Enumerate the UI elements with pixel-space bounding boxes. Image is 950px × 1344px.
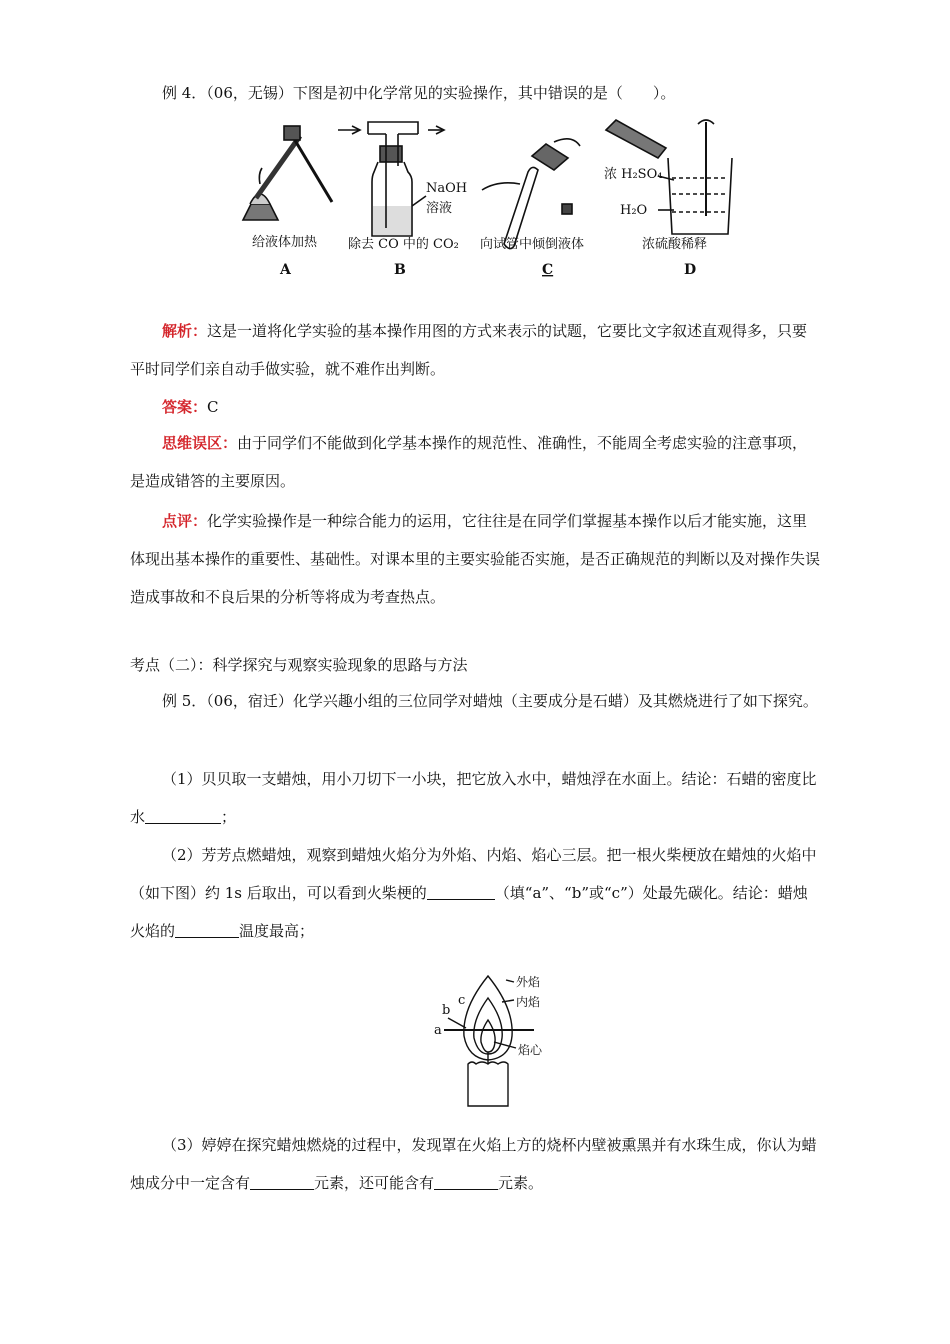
caption-a: 给液体加热 — [252, 235, 318, 250]
analysis-text: 这是一道将化学实验的基本操作用图的方式来表示的试题，它要比文字叙述直观得多，只要平时同学们亲自动手做实验，就不难作出判断。 — [130, 322, 808, 378]
analysis-label: 解析： — [162, 322, 208, 340]
answer-text: C — [207, 398, 219, 416]
section-2-heading: 考点（二）：科学探究与观察实验现象的思路与方法 — [130, 656, 468, 674]
label-a: a — [434, 1023, 442, 1038]
candle-body — [468, 1062, 508, 1106]
label-core: 焰心 — [518, 1043, 543, 1057]
question-1 — [130, 760, 820, 836]
question-3-text-a: （3）婷婷在探究蜡烛燃烧的过程中，发现罩在火焰上方的烧杯内壁被熏黑并有水珠生成，你认为蜡烛成分中一定含有 — [130, 1136, 817, 1192]
question-3-text-b: 元素，还可能含有 — [314, 1174, 435, 1192]
caption-b: 除去 CO 中的 CO₂ — [348, 237, 459, 252]
letter-c: C — [542, 262, 554, 278]
flame-core — [481, 1020, 495, 1052]
figure-b-washing-bottle — [338, 122, 444, 236]
inner-flame — [474, 998, 502, 1054]
caption-d: 浓硫酸稀释 — [642, 237, 708, 252]
question-3-text-c: 元素。 — [498, 1174, 544, 1192]
caption-c: 向试管中倾倒液体 — [480, 237, 585, 252]
example-4-title: 例 4．（06，无锡）下图是初中化学常见的实验操作，其中错误的是（ ）。 — [162, 84, 676, 102]
naoh-label: NaOH — [426, 181, 468, 196]
mistake-text: 由于同学们不能做到化学基本操作的规范性、准确性，不能周全考虑实验的注意事项，是造成错答的主要原因。 — [130, 434, 808, 490]
question-1-blank[interactable] — [145, 807, 221, 824]
label-outer: 外焰 — [516, 975, 541, 989]
label-c: c — [458, 993, 466, 1008]
question-3-blank-2[interactable] — [434, 1173, 498, 1190]
figure-c-pouring-liquid — [482, 139, 580, 249]
question-2-text-b: （填“a”、“b”或“c”）处最先碳化。结论：蜡烛火焰的 — [130, 884, 808, 940]
mistake-paragraph — [130, 424, 820, 500]
answer-label: 答案： — [162, 398, 208, 416]
letter-a: A — [280, 262, 291, 278]
question-2-text-c: 温度最高； — [239, 922, 315, 940]
letter-b: B — [394, 262, 406, 278]
experiment-operations-figure — [228, 112, 738, 290]
label-inner: 内焰 — [516, 995, 541, 1009]
comment-paragraph — [130, 502, 820, 616]
h2so4-label: 浓 H₂SO₄ — [604, 167, 663, 182]
mistake-label: 思维误区： — [162, 434, 238, 452]
candle-flame-figure — [418, 968, 568, 1110]
question-1-tail: ； — [221, 808, 237, 826]
label-b: b — [442, 1003, 451, 1018]
question-3-blank-1[interactable] — [250, 1173, 314, 1190]
question-2-text-a: （2）芳芳点燃蜡烛，观察到蜡烛火焰分为外焰、内焰、焰心三层。把一根火柴梗放在蜡烛的火焰中（如下图）约 1s 后取出，可以看到火柴梗的 — [130, 846, 817, 902]
example-5-title: 例 5．（06，宿迁）化学兴趣小组的三位同学对蜡烛（主要成分是石蜡）及其燃烧进行了如下探究。 — [162, 692, 818, 710]
figure-a-heating-liquid — [243, 126, 332, 220]
analysis-paragraph — [130, 312, 820, 388]
question-2 — [130, 836, 820, 950]
h2o-label: H₂O — [620, 203, 648, 218]
naoh-solution-label: 溶液 — [426, 201, 453, 216]
comment-label: 点评： — [162, 512, 208, 530]
letter-d: D — [684, 262, 697, 278]
question-3 — [130, 1126, 820, 1202]
question-1-text: （1）贝贝取一支蜡烛，用小刀切下一小块，把它放入水中，蜡烛浮在水面上。结论：石蜡的密度比水 — [130, 770, 817, 826]
outer-flame — [464, 976, 512, 1060]
answer-paragraph — [130, 388, 820, 426]
question-2-blank-2[interactable] — [175, 921, 239, 938]
question-2-blank-1[interactable] — [427, 883, 495, 900]
comment-text: 化学实验操作是一种综合能力的运用，它往往是在同学们掌握基本操作以后才能实施，这里体现出基本操作的重要性、基础性。对课本里的主要实验能否实施，是否正确规范的判断以及对操作失误造成事故和不良后果的分析等将成为考查热点。 — [130, 512, 821, 606]
